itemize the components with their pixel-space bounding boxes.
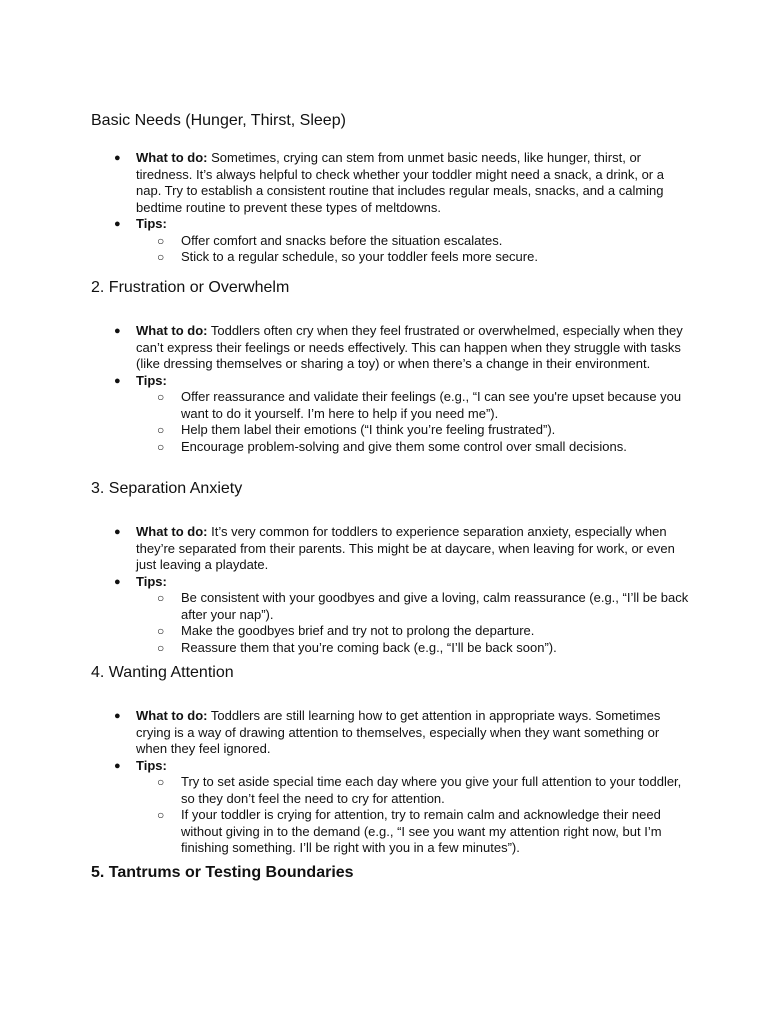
tips-label: Tips: xyxy=(136,573,167,589)
tip-item xyxy=(136,774,691,807)
what-to-do-paragraph xyxy=(136,150,691,216)
what-to-do-label: What to do: xyxy=(136,524,208,539)
what-to-do-paragraph xyxy=(136,524,691,574)
tip-text: Be consistent with your goodbyes and give a loving, calm reassurance (e.g., “I’ll be back after your nap”). xyxy=(181,590,689,622)
tip-text: Try to set aside special time each day where you give your full attention to your toddler, so they don’t feel the need to cry for attention. xyxy=(181,774,682,806)
tips-item xyxy=(91,758,691,857)
hollow-bullet-icon: ○ xyxy=(157,250,165,264)
section-basic-needs xyxy=(91,111,691,266)
tip-text: If your toddler is crying for attention, try to remain calm and acknowledge their need without giving in to the demand (e.g., “I see you want my attention right now, but I’m finishing something. I’ll be right with you in a few minutes”). xyxy=(181,807,662,855)
hollow-bullet-icon: ○ xyxy=(157,390,165,404)
section-heading: Basic Needs (Hunger, Thirst, Sleep) xyxy=(91,112,346,129)
tip-text: Stick to a regular schedule, so your toddler feels more secure. xyxy=(181,249,538,264)
section-list xyxy=(91,150,691,266)
section-list xyxy=(91,323,691,455)
what-to-do-item xyxy=(91,524,691,574)
hollow-bullet-icon: ○ xyxy=(157,439,165,454)
what-to-do-text: It’s very common for toddlers to experience separation anxiety, especially when they’re separated from their parents. This might be at daycare, when leaving for work, or even just leaving a playdate. xyxy=(136,524,675,572)
tip-item xyxy=(136,389,691,422)
bullet-icon: ● xyxy=(114,526,121,538)
tip-item xyxy=(136,590,691,623)
what-to-do-paragraph xyxy=(136,708,691,758)
bullet-icon: ● xyxy=(114,152,121,164)
tips-list xyxy=(136,774,691,857)
tip-item xyxy=(136,233,691,250)
tip-item xyxy=(136,249,691,266)
bullet-icon: ● xyxy=(114,218,121,230)
bullet-icon: ● xyxy=(114,710,121,722)
hollow-bullet-icon: ○ xyxy=(157,624,165,638)
tips-label: Tips: xyxy=(136,757,167,773)
tip-text: Make the goodbyes brief and try not to prolong the departure. xyxy=(181,623,535,638)
tip-item xyxy=(136,807,691,857)
what-to-do-text: Toddlers are still learning how to get attention in appropriate ways. Sometimes crying is a way of drawing attention to themselves, especially when they want something or when they feel ignored. xyxy=(136,708,661,756)
tips-list xyxy=(136,590,691,656)
tip-item xyxy=(136,623,691,640)
tip-text: Encourage problem-solving and give them some control over small decisions. xyxy=(181,438,627,454)
tips-label: Tips: xyxy=(136,372,167,388)
bullet-icon: ● xyxy=(114,325,121,337)
tip-text: Offer reassurance and validate their feelings (e.g., “I can see you're upset because you want to do it yourself. I’m here to help if you need me”). xyxy=(181,389,682,421)
tip-item xyxy=(136,422,691,439)
section-list xyxy=(91,708,691,857)
section-list xyxy=(91,524,691,656)
what-to-do-label: What to do: xyxy=(136,323,208,338)
hollow-bullet-icon: ○ xyxy=(157,423,165,437)
tips-item xyxy=(91,373,691,456)
what-to-do-label: What to do: xyxy=(136,708,208,723)
section-heading: 3. Separation Anxiety xyxy=(91,480,243,497)
section-heading: 5. Tantrums or Testing Boundaries xyxy=(91,864,354,881)
bullet-icon: ● xyxy=(114,374,121,387)
tip-text: Reassure them that you’re coming back (e.g., “I’ll be back soon”). xyxy=(181,639,557,655)
section-tantrums xyxy=(91,863,691,883)
hollow-bullet-icon: ○ xyxy=(157,640,165,655)
what-to-do-paragraph xyxy=(136,323,691,373)
what-to-do-item xyxy=(91,150,691,216)
tip-text: Help them label their emotions (“I think you’re feeling frustrated”). xyxy=(181,422,556,437)
tips-list xyxy=(136,389,691,455)
section-heading: 4. Wanting Attention xyxy=(91,664,234,681)
hollow-bullet-icon: ○ xyxy=(157,808,165,822)
hollow-bullet-icon: ○ xyxy=(157,233,165,248)
hollow-bullet-icon: ○ xyxy=(157,591,165,605)
tips-item xyxy=(91,574,691,657)
section-wanting-attention xyxy=(91,663,691,857)
what-to-do-item xyxy=(91,708,691,758)
tips-list xyxy=(136,233,691,266)
what-to-do-text: Sometimes, crying can stem from unmet basic needs, like hunger, thirst, or tiredness. It’s always helpful to check whether your toddler might need a snack, a drink, or a nap. Try to establish a consistent routine that includes regular meals, snacks, and a calming bedtime routine to prevent these types of meltdowns. xyxy=(136,150,664,215)
what-to-do-item xyxy=(91,323,691,373)
tip-item xyxy=(136,640,691,657)
section-frustration xyxy=(91,278,691,455)
tips-item xyxy=(91,216,691,266)
bullet-icon: ● xyxy=(114,759,121,772)
tips-label: Tips: xyxy=(136,216,167,231)
section-separation-anxiety xyxy=(91,479,691,656)
hollow-bullet-icon: ○ xyxy=(157,775,165,789)
what-to-do-text: Toddlers often cry when they feel frustrated or overwhelmed, especially when they can’t express their feelings or needs effectively. This can happen when they struggle with tasks (like dressing themselves or sharing a toy) or when there’s a change in their environment. xyxy=(136,323,683,371)
what-to-do-label: What to do: xyxy=(136,150,208,165)
tip-text: Offer comfort and snacks before the situation escalates. xyxy=(181,232,503,248)
tip-item xyxy=(136,439,691,456)
section-heading: 2. Frustration or Overwhelm xyxy=(91,279,290,296)
bullet-icon: ● xyxy=(114,575,121,588)
